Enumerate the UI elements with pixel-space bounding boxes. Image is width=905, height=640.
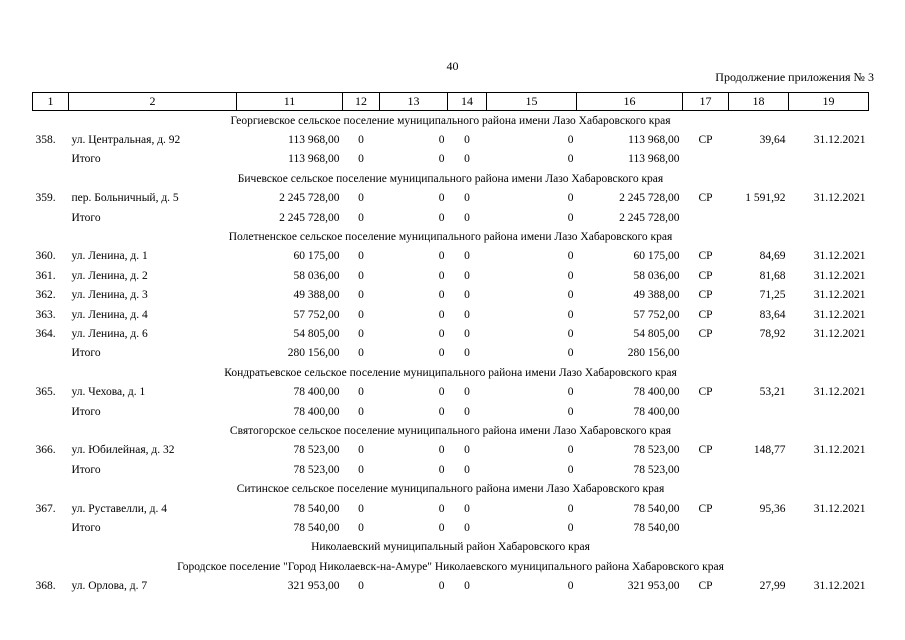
column-number-header-row (33, 93, 869, 111)
column-header: 16 (577, 93, 683, 111)
column-header: 13 (380, 93, 448, 111)
cell-col-13: 0 (438, 153, 445, 166)
cell-col-12: 0 (358, 463, 364, 476)
cell-col-16: 78 523,00 (633, 463, 680, 476)
cell-col-1: 361. (35, 269, 56, 282)
cell-col-2: пер. Больничный, д. 5 (71, 192, 179, 205)
continuation-caption: Продолжение приложения № 3 (715, 70, 874, 84)
cell-col-19 (789, 344, 869, 363)
cell-col-19: 31.12.2021 (813, 269, 866, 282)
cell-col-14: 0 (464, 134, 470, 147)
cell-col-19 (789, 518, 869, 537)
cell-col-18: 71,25 (759, 289, 786, 302)
cell-col-14: 0 (464, 405, 470, 418)
cell-col-11: 78 400,00 (293, 405, 340, 418)
cell-col-12: 0 (358, 134, 364, 147)
cell-col-17: СР (698, 269, 713, 282)
cell-col-15: 0 (567, 463, 574, 476)
cell-col-18: 39,64 (759, 134, 786, 147)
cell-col-16: 78 540,00 (633, 502, 680, 515)
cell-col-11: 60 175,00 (293, 250, 340, 263)
cell-col-15: 0 (567, 153, 574, 166)
cell-col-11: 2 245 728,00 (279, 192, 340, 205)
cell-col-2: Итого (71, 347, 101, 360)
section-header-row (33, 557, 869, 576)
cell-col-15: 0 (567, 308, 574, 321)
cell-col-19: 31.12.2021 (813, 386, 866, 399)
cell-col-14: 0 (464, 269, 470, 282)
cell-col-17: СР (698, 327, 713, 340)
table-row (33, 286, 869, 305)
cell-col-17 (683, 208, 729, 227)
cell-col-18 (729, 460, 789, 479)
cell-col-13: 0 (438, 347, 445, 360)
cell-col-14: 0 (464, 192, 470, 205)
cell-col-11: 280 156,00 (287, 347, 340, 360)
section-title: Святогорское сельское поселение муниципального района имени Лазо Хабаровского края (229, 424, 672, 437)
cell-col-11: 78 523,00 (293, 463, 340, 476)
cell-col-1: 366. (35, 444, 56, 457)
cell-col-17: СР (698, 192, 713, 205)
cell-col-19 (789, 460, 869, 479)
table-row (33, 305, 869, 324)
cell-col-18 (729, 150, 789, 169)
cell-col-1 (33, 460, 69, 479)
cell-col-16: 78 523,00 (633, 444, 680, 457)
cell-col-1 (33, 344, 69, 363)
column-header: 1 (33, 93, 69, 111)
cell-col-14: 0 (464, 463, 470, 476)
section-header-row (33, 479, 869, 498)
cell-col-17: СР (698, 250, 713, 263)
cell-col-2: Итого (71, 463, 101, 476)
cell-col-2: Итого (71, 211, 101, 224)
cell-col-13: 0 (438, 386, 445, 399)
column-header: 12 (343, 93, 380, 111)
section-title: Ситинское сельское поселение муниципального района имени Лазо Хабаровского края (236, 483, 665, 496)
cell-col-14: 0 (464, 347, 470, 360)
cell-col-14: 0 (464, 250, 470, 263)
section-title: Георгиевское сельское поселение муниципального района имени Лазо Хабаровского края (230, 114, 671, 127)
cell-col-14: 0 (464, 444, 470, 457)
cell-col-13: 0 (438, 327, 445, 340)
cell-col-16: 49 388,00 (633, 289, 680, 302)
cell-col-15: 0 (567, 327, 574, 340)
cell-col-19: 31.12.2021 (813, 580, 866, 593)
cell-col-16: 58 036,00 (633, 269, 680, 282)
cell-col-1: 364. (35, 327, 56, 340)
cell-col-16: 113 968,00 (628, 134, 680, 147)
cell-col-12: 0 (358, 250, 364, 263)
cell-col-1 (33, 402, 69, 421)
cell-col-14: 0 (464, 153, 470, 166)
cell-col-11: 57 752,00 (293, 308, 340, 321)
table-row (33, 402, 869, 421)
cell-col-18: 1 591,92 (745, 192, 786, 205)
cell-col-2: Итого (71, 153, 101, 166)
cell-col-16: 2 245 728,00 (619, 211, 680, 224)
cell-col-17: СР (698, 580, 713, 593)
cell-col-11: 54 805,00 (293, 327, 340, 340)
cell-col-1: 365. (35, 386, 56, 399)
cell-col-2: ул. Ленина, д. 1 (71, 250, 148, 263)
cell-col-15: 0 (567, 269, 574, 282)
cell-col-18 (729, 344, 789, 363)
table-row (33, 324, 869, 343)
cell-col-12: 0 (358, 502, 364, 515)
section-header-row (33, 421, 869, 440)
cell-col-14: 0 (464, 308, 470, 321)
cell-col-19: 31.12.2021 (813, 289, 866, 302)
cell-col-1: 360. (35, 250, 56, 263)
cell-col-2: Итого (71, 405, 101, 418)
cell-col-13: 0 (438, 289, 445, 302)
cell-col-17: СР (698, 502, 713, 515)
cell-col-2: ул. Ленина, д. 3 (71, 289, 148, 302)
cell-col-18: 81,68 (759, 269, 786, 282)
cell-col-14: 0 (464, 521, 470, 534)
cell-col-16: 78 400,00 (633, 386, 680, 399)
cell-col-16: 78 400,00 (633, 405, 680, 418)
cell-col-2: ул. Орлова, д. 7 (71, 580, 148, 593)
cell-col-2: ул. Юбилейная, д. 32 (71, 444, 175, 457)
cell-col-1: 367. (35, 502, 56, 515)
section-header-row (33, 538, 869, 557)
cell-col-1: 358. (35, 134, 56, 147)
cell-col-11: 58 036,00 (293, 269, 340, 282)
cell-col-1: 363. (35, 308, 56, 321)
cell-col-15: 0 (567, 502, 574, 515)
cell-col-13: 0 (438, 134, 445, 147)
cell-col-17: СР (698, 308, 713, 321)
cell-col-14: 0 (464, 502, 470, 515)
cell-col-2: Итого (71, 521, 101, 534)
cell-col-19 (789, 402, 869, 421)
cell-col-13: 0 (438, 463, 445, 476)
cell-col-11: 78 523,00 (293, 444, 340, 457)
column-header: 14 (448, 93, 487, 111)
section-header-row (33, 169, 869, 188)
appendix-table (32, 92, 869, 596)
table-row (33, 344, 869, 363)
cell-col-18: 148,77 (753, 444, 786, 457)
cell-col-13: 0 (438, 269, 445, 282)
cell-col-13: 0 (438, 308, 445, 321)
cell-col-14: 0 (464, 211, 470, 224)
cell-col-11: 78 540,00 (293, 502, 340, 515)
column-header: 19 (789, 93, 869, 111)
column-header: 2 (69, 93, 237, 111)
cell-col-19: 31.12.2021 (813, 327, 866, 340)
cell-col-15: 0 (567, 211, 574, 224)
cell-col-19 (789, 208, 869, 227)
section-header-row (33, 111, 869, 131)
cell-col-12: 0 (358, 521, 364, 534)
cell-col-17: СР (698, 134, 713, 147)
cell-col-18: 84,69 (759, 250, 786, 263)
table-row (33, 382, 869, 401)
cell-col-17 (683, 150, 729, 169)
cell-col-18 (729, 208, 789, 227)
cell-col-11: 321 953,00 (287, 580, 340, 593)
cell-col-1: 362. (35, 289, 56, 302)
cell-col-12: 0 (358, 580, 364, 593)
cell-col-2: ул. Ленина, д. 6 (71, 327, 148, 340)
section-title: Николаевский муниципальный район Хабаровского края (311, 541, 590, 554)
cell-col-12: 0 (358, 153, 364, 166)
table-row (33, 460, 869, 479)
cell-col-16: 280 156,00 (627, 347, 680, 360)
cell-col-17 (683, 518, 729, 537)
cell-col-16: 57 752,00 (633, 308, 680, 321)
cell-col-12: 0 (358, 386, 364, 399)
cell-col-11: 113 968,00 (288, 134, 340, 147)
cell-col-15: 0 (567, 580, 574, 593)
column-header: 17 (683, 93, 729, 111)
cell-col-15: 0 (567, 444, 574, 457)
table-row (33, 150, 869, 169)
cell-col-15: 0 (567, 521, 574, 534)
cell-col-16: 60 175,00 (633, 250, 680, 263)
cell-col-13: 0 (438, 250, 445, 263)
cell-col-1: 368. (35, 580, 56, 593)
cell-col-18: 95,36 (759, 502, 786, 515)
section-title: Бичевское сельское поселение муниципального района имени Лазо Хабаровского края (237, 172, 664, 185)
cell-col-19: 31.12.2021 (813, 502, 866, 515)
cell-col-12: 0 (358, 444, 364, 457)
table-row (33, 499, 869, 518)
cell-col-17: СР (698, 444, 713, 457)
cell-col-12: 0 (358, 269, 364, 282)
cell-col-13: 0 (438, 580, 445, 593)
cell-col-18 (729, 402, 789, 421)
cell-col-15: 0 (567, 192, 574, 205)
cell-col-12: 0 (358, 308, 364, 321)
column-header: 11 (237, 93, 343, 111)
cell-col-13: 0 (438, 521, 445, 534)
cell-col-15: 0 (567, 347, 574, 360)
cell-col-12: 0 (358, 327, 364, 340)
cell-col-2: ул. Руставелли, д. 4 (71, 502, 167, 515)
cell-col-16: 54 805,00 (633, 327, 680, 340)
cell-col-19: 31.12.2021 (813, 192, 866, 205)
cell-col-17 (683, 460, 729, 479)
cell-col-18: 83,64 (759, 308, 786, 321)
cell-col-2: ул. Центральная, д. 92 (71, 134, 181, 147)
table-row (33, 518, 869, 537)
cell-col-16: 78 540,00 (633, 521, 680, 534)
section-title: Кондратьевское сельское поселение муниципального района имени Лазо Хабаровского края (224, 366, 677, 379)
cell-col-17: СР (698, 386, 713, 399)
cell-col-19: 31.12.2021 (813, 250, 866, 263)
table-row (33, 266, 869, 285)
column-header: 18 (729, 93, 789, 111)
section-title: Городское поселение "Город Николаевск-на-Амуре" Николаевского муниципального района Хабаровского края (177, 560, 724, 573)
table-row (33, 208, 869, 227)
table-row (33, 189, 869, 208)
section-header-row (33, 227, 869, 246)
cell-col-15: 0 (567, 250, 574, 263)
cell-col-17 (683, 344, 729, 363)
cell-col-18: 78,92 (759, 327, 786, 340)
cell-col-15: 0 (567, 289, 574, 302)
cell-col-1 (33, 518, 69, 537)
cell-col-19: 31.12.2021 (813, 134, 866, 147)
cell-col-17 (683, 402, 729, 421)
cell-col-14: 0 (464, 580, 470, 593)
table-row (33, 576, 869, 595)
cell-col-14: 0 (464, 386, 470, 399)
cell-col-15: 0 (567, 386, 574, 399)
table-row (33, 441, 869, 460)
section-header-row (33, 363, 869, 382)
page-number: 40 (446, 59, 459, 73)
cell-col-12: 0 (358, 192, 364, 205)
cell-col-12: 0 (358, 211, 364, 224)
cell-col-1 (33, 208, 69, 227)
cell-col-11: 49 388,00 (293, 289, 340, 302)
cell-col-19: 31.12.2021 (813, 444, 866, 457)
cell-col-12: 0 (358, 405, 364, 418)
cell-col-13: 0 (438, 502, 445, 515)
cell-col-15: 0 (567, 134, 574, 147)
section-title: Полетненское сельское поселение муниципального района имени Лазо Хабаровского края (228, 231, 673, 244)
cell-col-16: 321 953,00 (627, 580, 680, 593)
cell-col-16: 113 968,00 (628, 153, 680, 166)
cell-col-13: 0 (438, 444, 445, 457)
cell-col-14: 0 (464, 289, 470, 302)
cell-col-11: 2 245 728,00 (279, 211, 340, 224)
cell-col-11: 113 968,00 (288, 153, 340, 166)
cell-col-13: 0 (438, 192, 445, 205)
cell-col-13: 0 (438, 211, 445, 224)
cell-col-14: 0 (464, 327, 470, 340)
cell-col-18 (729, 518, 789, 537)
cell-col-19 (789, 150, 869, 169)
table-row (33, 130, 869, 149)
cell-col-11: 78 400,00 (293, 386, 340, 399)
cell-col-17: СР (698, 289, 713, 302)
cell-col-12: 0 (358, 289, 364, 302)
cell-col-2: ул. Ленина, д. 4 (71, 308, 148, 321)
cell-col-18: 53,21 (759, 386, 786, 399)
table-body (33, 111, 869, 596)
cell-col-11: 78 540,00 (293, 521, 340, 534)
cell-col-12: 0 (358, 347, 364, 360)
column-header: 15 (487, 93, 577, 111)
cell-col-2: ул. Чехова, д. 1 (71, 386, 146, 399)
cell-col-19: 31.12.2021 (813, 308, 866, 321)
cell-col-16: 2 245 728,00 (619, 192, 680, 205)
cell-col-1: 359. (35, 192, 56, 205)
cell-col-2: ул. Ленина, д. 2 (71, 269, 148, 282)
cell-col-15: 0 (567, 405, 574, 418)
table-row (33, 247, 869, 266)
cell-col-1 (33, 150, 69, 169)
cell-col-18: 27,99 (759, 580, 786, 593)
cell-col-13: 0 (438, 405, 445, 418)
